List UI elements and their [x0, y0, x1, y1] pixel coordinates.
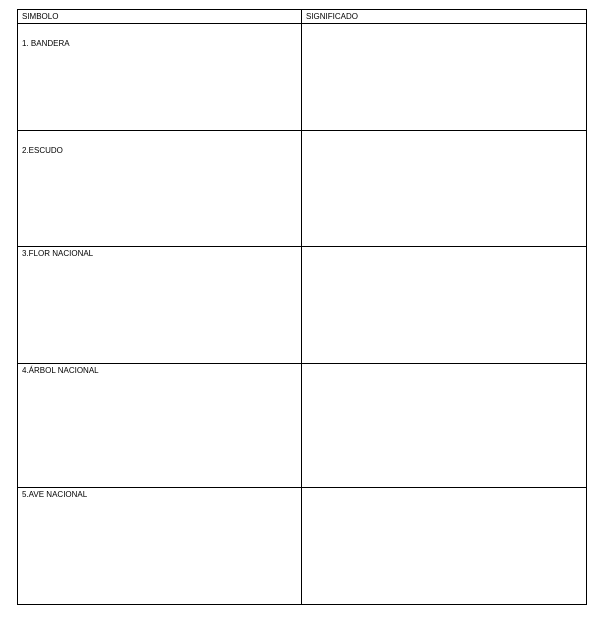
symbol-cell: [18, 24, 302, 131]
table-header-row: [18, 10, 587, 24]
symbol-cell: [18, 247, 302, 364]
meaning-text[interactable]: [302, 247, 586, 249]
meaning-cell[interactable]: [302, 24, 587, 131]
meaning-cell[interactable]: [302, 247, 587, 364]
header-meaning-label: SIGNIFICADO: [306, 12, 359, 21]
meaning-cell[interactable]: [302, 364, 587, 488]
table-row: [18, 488, 587, 605]
symbol-label: 4.ÁRBOL NACIONAL: [22, 366, 99, 375]
header-cell-meaning: [302, 10, 587, 24]
meaning-cell[interactable]: [302, 488, 587, 605]
symbol-label: 5.AVE NACIONAL: [22, 490, 88, 499]
meaning-text[interactable]: [302, 488, 586, 490]
symbol-label: 3.FLOR NACIONAL: [22, 249, 94, 258]
meaning-text[interactable]: [302, 131, 586, 146]
symbol-cell: [18, 488, 302, 605]
symbol-label: 1. BANDERA: [22, 39, 70, 48]
symbol-label: 2.ESCUDO: [22, 146, 63, 155]
meaning-text[interactable]: [302, 364, 586, 366]
meaning-text[interactable]: [302, 24, 586, 39]
table-row: [18, 364, 587, 488]
table-row: [18, 247, 587, 364]
symbol-cell: [18, 364, 302, 488]
table-row: [18, 131, 587, 247]
meaning-cell[interactable]: [302, 131, 587, 247]
header-symbol-label: SIMBOLO: [22, 12, 59, 21]
header-cell-symbol: [18, 10, 302, 24]
symbol-cell: [18, 131, 302, 247]
table-row: [18, 24, 587, 131]
symbols-table: [17, 9, 587, 605]
